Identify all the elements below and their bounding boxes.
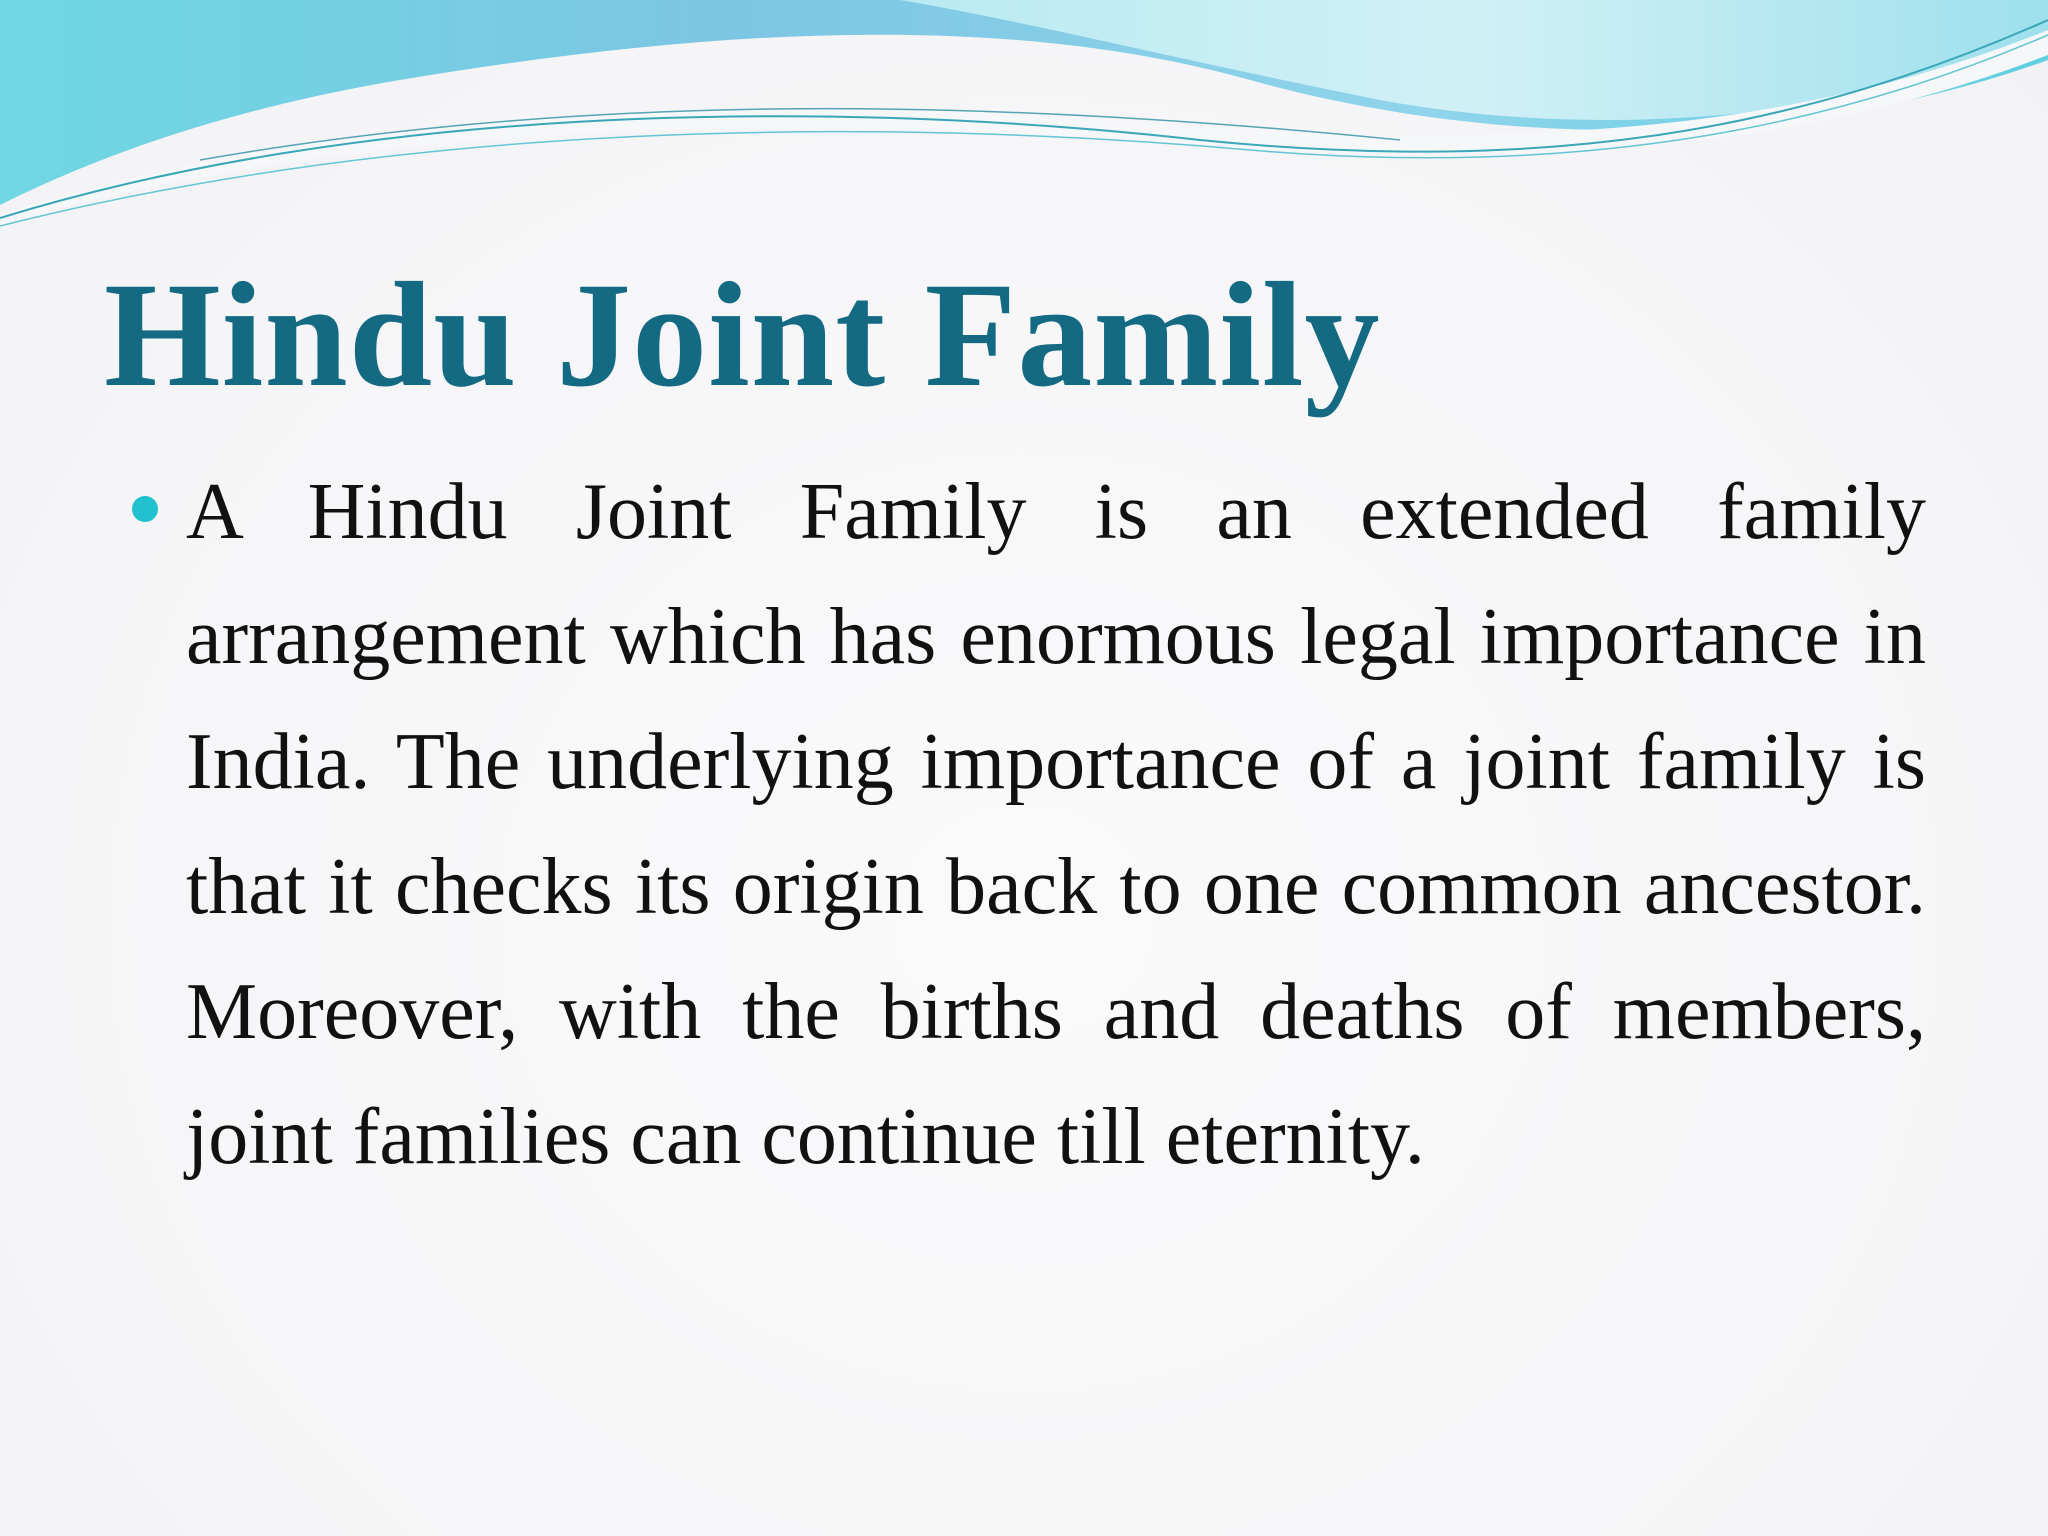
- bullet-list: [130, 450, 1926, 1200]
- header-wave-decoration: [0, 0, 2048, 240]
- bullet-dot-icon: [132, 496, 158, 522]
- slide-title: Hindu Joint Family: [104, 252, 1381, 418]
- bullet-item: [130, 450, 1926, 1200]
- bullet-text: A Hindu Joint Family is an extended family arrangement which has enormous legal importance in India. The underlying importance of a joint family is that it checks its origin back to one common ancestor. Moreover, with the births and deaths of members, joint families can continue till eternity.: [186, 468, 1926, 1181]
